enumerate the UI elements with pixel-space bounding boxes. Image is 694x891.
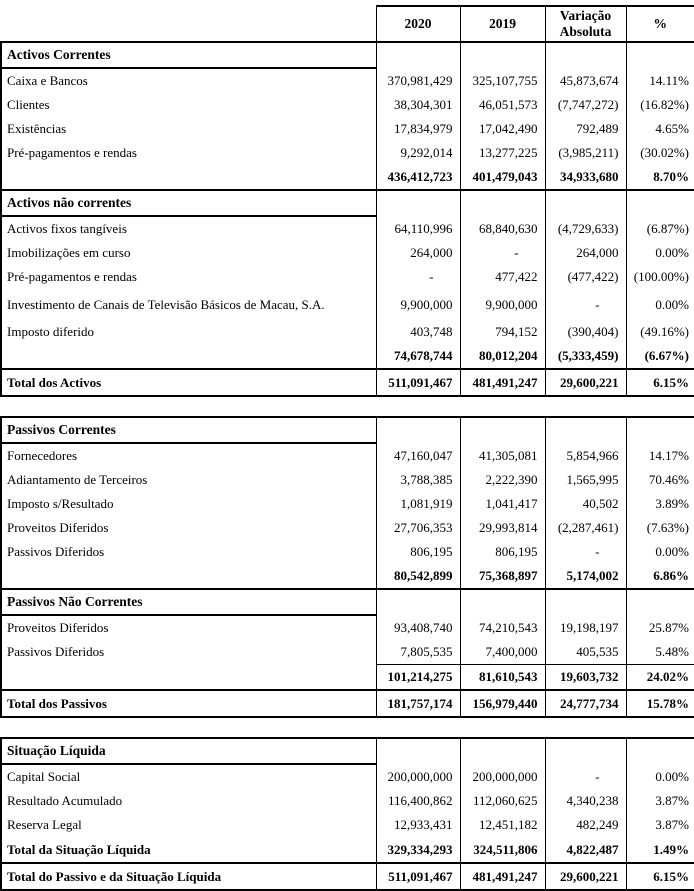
value-variacao-absoluta: 34,933,680: [545, 165, 626, 190]
value-2020: 27,706,353: [376, 516, 460, 540]
spacer-cell: [1, 717, 694, 738]
value-variacao-absoluta: (3,985,211): [545, 141, 626, 165]
value-2020: 511,091,467: [376, 863, 460, 890]
item-row: [1, 141, 694, 165]
value-variacao-absoluta: 405,535: [545, 640, 626, 665]
value-2019: 80,012,204: [460, 344, 545, 369]
value-percent: 0.00%: [626, 241, 694, 265]
value-2019: -: [460, 241, 545, 265]
value-2019: 112,060,625: [460, 789, 545, 813]
value-2019: 29,993,814: [460, 516, 545, 540]
value-2019: 17,042,490: [460, 117, 545, 141]
row-label: Imobilizações em curso: [1, 241, 376, 265]
value-percent: [626, 417, 694, 443]
value-2020: 200,000,000: [376, 764, 460, 789]
row-label: Activos não correntes: [1, 190, 376, 216]
value-variacao-absoluta: [545, 417, 626, 443]
value-variacao-absoluta: 45,873,674: [545, 68, 626, 93]
spacer-cell: [1, 396, 694, 417]
value-variacao-absoluta: 29,600,221: [545, 863, 626, 890]
header-empty-cell: [1, 6, 376, 42]
value-2020: 329,334,293: [376, 837, 460, 863]
value-2020: 403,748: [376, 320, 460, 344]
row-label: [1, 665, 376, 691]
row-label: Proveitos Diferidos: [1, 615, 376, 640]
value-variacao-absoluta: 24,777,734: [545, 690, 626, 717]
row-label: Proveitos Diferidos: [1, 516, 376, 540]
value-variacao-absoluta: 4,822,487: [545, 837, 626, 863]
row-label: Total dos Passivos: [1, 690, 376, 717]
value-2020: 12,933,431: [376, 813, 460, 837]
value-2019: 13,277,225: [460, 141, 545, 165]
value-2020: 181,757,174: [376, 690, 460, 717]
item-row: [1, 265, 694, 289]
value-2019: [460, 42, 545, 68]
row-label: Investimento de Canais de Televisão Básicos de Macau, S.A.: [1, 289, 376, 320]
total-row: [1, 837, 694, 863]
value-percent: 3.89%: [626, 492, 694, 516]
section-row: [1, 190, 694, 216]
total-row: [1, 690, 694, 717]
value-2020: 80,542,899: [376, 564, 460, 589]
value-percent: 15.78%: [626, 690, 694, 717]
value-2020: 7,805,535: [376, 640, 460, 665]
value-2019: [460, 417, 545, 443]
value-2020: 806,195: [376, 540, 460, 564]
item-row: [1, 615, 694, 640]
item-row: [1, 540, 694, 564]
value-percent: (49.16%): [626, 320, 694, 344]
value-2020: 17,834,979: [376, 117, 460, 141]
value-percent: [626, 738, 694, 764]
value-variacao-absoluta: -: [545, 289, 626, 320]
value-2019: 7,400,000: [460, 640, 545, 665]
value-variacao-absoluta: (4,729,633): [545, 216, 626, 241]
header-variacao-absoluta: Variação Absoluta: [545, 6, 626, 42]
item-row: [1, 216, 694, 241]
value-2020: 93,408,740: [376, 615, 460, 640]
value-percent: 6.15%: [626, 863, 694, 890]
value-percent: 25.87%: [626, 615, 694, 640]
value-2019: [460, 190, 545, 216]
value-2020: 436,412,723: [376, 165, 460, 190]
value-2020: 101,214,275: [376, 665, 460, 691]
value-percent: 6.86%: [626, 564, 694, 589]
row-label: Passivos Não Correntes: [1, 589, 376, 615]
row-label: Pré-pagamentos e rendas: [1, 265, 376, 289]
row-label: Imposto diferido: [1, 320, 376, 344]
value-2019: 81,610,543: [460, 665, 545, 691]
value-variacao-absoluta: (7,747,272): [545, 93, 626, 117]
item-row: [1, 468, 694, 492]
value-2020: 9,292,014: [376, 141, 460, 165]
value-2020: [376, 190, 460, 216]
value-percent: 5.48%: [626, 640, 694, 665]
row-label: [1, 564, 376, 589]
section-row: [1, 42, 694, 68]
value-variacao-absoluta: -: [545, 764, 626, 789]
value-variacao-absoluta: 264,000: [545, 241, 626, 265]
row-label: Passivos Diferidos: [1, 540, 376, 564]
item-row: [1, 640, 694, 665]
value-variacao-absoluta: 40,502: [545, 492, 626, 516]
value-variacao-absoluta: (477,422): [545, 265, 626, 289]
item-row: [1, 320, 694, 344]
value-2019: 477,422: [460, 265, 545, 289]
row-label: Resultado Acumulado: [1, 789, 376, 813]
value-2019: 41,305,081: [460, 443, 545, 468]
value-2019: [460, 738, 545, 764]
value-variacao-absoluta: [545, 589, 626, 615]
value-2019: 481,491,247: [460, 863, 545, 890]
value-2020: [376, 738, 460, 764]
row-label: Existências: [1, 117, 376, 141]
value-2020: [376, 417, 460, 443]
value-percent: (16.82%): [626, 93, 694, 117]
value-percent: (6.87%): [626, 216, 694, 241]
subtotal-row: [1, 665, 694, 691]
value-2020: 1,081,919: [376, 492, 460, 516]
value-percent: 3.87%: [626, 813, 694, 837]
balance-sheet-table: [0, 5, 694, 891]
subtotal-row: [1, 165, 694, 190]
row-label: [1, 344, 376, 369]
value-variacao-absoluta: (2,287,461): [545, 516, 626, 540]
value-percent: 0.00%: [626, 764, 694, 789]
value-percent: 1.49%: [626, 837, 694, 863]
item-row: [1, 289, 694, 320]
row-label: Fornecedores: [1, 443, 376, 468]
subtotal-row: [1, 344, 694, 369]
value-2020: 370,981,429: [376, 68, 460, 93]
value-percent: [626, 42, 694, 68]
value-variacao-absoluta: [545, 190, 626, 216]
value-2019: 9,900,000: [460, 289, 545, 320]
value-variacao-absoluta: (390,404): [545, 320, 626, 344]
value-percent: (7.63%): [626, 516, 694, 540]
value-2019: 12,451,182: [460, 813, 545, 837]
value-variacao-absoluta: (5,333,459): [545, 344, 626, 369]
subtotal-row: [1, 564, 694, 589]
header-row: [1, 6, 694, 42]
value-2020: 3,788,385: [376, 468, 460, 492]
value-variacao-absoluta: 792,489: [545, 117, 626, 141]
row-label: [1, 165, 376, 190]
table-body: [1, 42, 694, 890]
row-label: Passivos Diferidos: [1, 640, 376, 665]
value-variacao-absoluta: -: [545, 540, 626, 564]
row-label: Imposto s/Resultado: [1, 492, 376, 516]
value-2020: 38,304,301: [376, 93, 460, 117]
value-percent: [626, 589, 694, 615]
value-variacao-absoluta: 29,600,221: [545, 369, 626, 396]
item-row: [1, 516, 694, 540]
value-2020: [376, 42, 460, 68]
value-percent: (100.00%): [626, 265, 694, 289]
item-row: [1, 813, 694, 837]
item-row: [1, 93, 694, 117]
value-variacao-absoluta: 5,174,002: [545, 564, 626, 589]
value-2019: 324,511,806: [460, 837, 545, 863]
row-label: Reserva Legal: [1, 813, 376, 837]
value-percent: 0.00%: [626, 540, 694, 564]
value-2019: 794,152: [460, 320, 545, 344]
item-row: [1, 764, 694, 789]
value-percent: 6.15%: [626, 369, 694, 396]
row-label: Passivos Correntes: [1, 417, 376, 443]
value-2020: -: [376, 265, 460, 289]
section-row: [1, 417, 694, 443]
value-percent: (6.67%): [626, 344, 694, 369]
value-percent: 14.17%: [626, 443, 694, 468]
total-row: [1, 369, 694, 396]
value-percent: 14.11%: [626, 68, 694, 93]
row-label: Total do Passivo e da Situação Líquida: [1, 863, 376, 890]
item-row: [1, 443, 694, 468]
row-label: Clientes: [1, 93, 376, 117]
value-percent: 70.46%: [626, 468, 694, 492]
item-row: [1, 789, 694, 813]
value-2019: 325,107,755: [460, 68, 545, 93]
value-2019: 74,210,543: [460, 615, 545, 640]
value-2019: 1,041,417: [460, 492, 545, 516]
value-variacao-absoluta: 19,603,732: [545, 665, 626, 691]
value-variacao-absoluta: 5,854,966: [545, 443, 626, 468]
value-2019: 156,979,440: [460, 690, 545, 717]
header-2019: 2019: [460, 6, 545, 42]
row-label: Situação Líquida: [1, 738, 376, 764]
section-row: [1, 738, 694, 764]
value-2020: 9,900,000: [376, 289, 460, 320]
value-2019: 2,222,390: [460, 468, 545, 492]
value-variacao-absoluta: 482,249: [545, 813, 626, 837]
row-label: Total da Situação Líquida: [1, 837, 376, 863]
value-variacao-absoluta: 4,340,238: [545, 789, 626, 813]
value-2019: 75,368,897: [460, 564, 545, 589]
section-row: [1, 589, 694, 615]
value-variacao-absoluta: 19,198,197: [545, 615, 626, 640]
row-label: Caixa e Bancos: [1, 68, 376, 93]
row-label: Adiantamento de Terceiros: [1, 468, 376, 492]
value-2020: 511,091,467: [376, 369, 460, 396]
value-percent: 4.65%: [626, 117, 694, 141]
value-2019: 68,840,630: [460, 216, 545, 241]
row-label: Pré-pagamentos e rendas: [1, 141, 376, 165]
header-2020: 2020: [376, 6, 460, 42]
item-row: [1, 241, 694, 265]
value-percent: [626, 190, 694, 216]
value-2019: 481,491,247: [460, 369, 545, 396]
value-variacao-absoluta: 1,565,995: [545, 468, 626, 492]
value-2020: 74,678,744: [376, 344, 460, 369]
value-2019: 401,479,043: [460, 165, 545, 190]
value-2020: 264,000: [376, 241, 460, 265]
row-label: Activos Correntes: [1, 42, 376, 68]
value-2020: 116,400,862: [376, 789, 460, 813]
value-variacao-absoluta: [545, 42, 626, 68]
item-row: [1, 117, 694, 141]
value-variacao-absoluta: [545, 738, 626, 764]
row-label: Capital Social: [1, 764, 376, 789]
item-row: [1, 492, 694, 516]
header-percent: %: [626, 6, 694, 42]
value-2019: 46,051,573: [460, 93, 545, 117]
spacer-row: [1, 717, 694, 738]
value-percent: 24.02%: [626, 665, 694, 691]
value-percent: 3.87%: [626, 789, 694, 813]
value-2020: 47,160,047: [376, 443, 460, 468]
item-row: [1, 68, 694, 93]
row-label: Activos fixos tangíveis: [1, 216, 376, 241]
value-2019: [460, 589, 545, 615]
value-2019: 200,000,000: [460, 764, 545, 789]
value-2020: 64,110,996: [376, 216, 460, 241]
spacer-row: [1, 396, 694, 417]
total-row: [1, 863, 694, 890]
row-label: Total dos Activos: [1, 369, 376, 396]
value-percent: 8.70%: [626, 165, 694, 190]
value-percent: (30.02%): [626, 141, 694, 165]
value-percent: 0.00%: [626, 289, 694, 320]
value-2020: [376, 589, 460, 615]
value-2019: 806,195: [460, 540, 545, 564]
